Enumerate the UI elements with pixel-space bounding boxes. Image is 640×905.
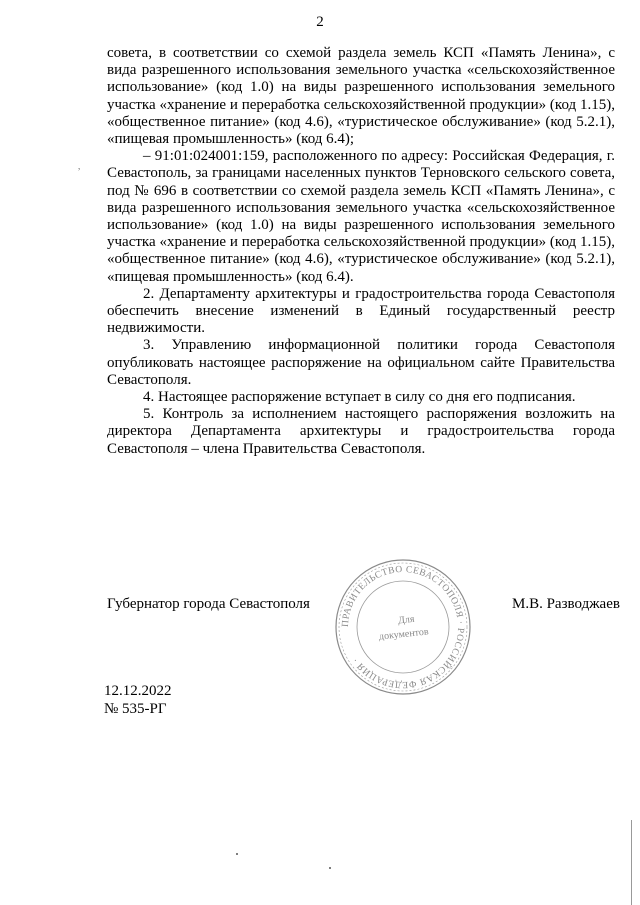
signatory-position: Губернатор города Севастополя: [107, 596, 310, 612]
document-body: [107, 45, 615, 458]
paragraph: 5. Контроль за исполнением настоящего распоряжения возложить на директора Департамента архитектуры и градостроительства города Севастополя – члена Правительства Севастополя.: [107, 406, 615, 457]
seal-ring-textpath: ПРАВИТЕЛЬСТВО СЕВАСТОПОЛЯ · РОССИЙСКАЯ ФЕДЕРАЦИЯ ·: [340, 564, 466, 690]
paragraph: 2. Департаменту архитектуры и градостроительства города Севастополя обеспечить внесение изменений в Единый государственный реестр недвижимости.: [107, 285, 615, 337]
page-number: 2: [316, 14, 324, 30]
scan-edge-line: [631, 820, 632, 905]
scan-speck: [236, 853, 238, 855]
seal-center-text-2: документов: [378, 626, 430, 643]
seal-inner-ring: [357, 581, 449, 673]
paragraph: 3. Управлению информационной политики города Севастополя опубликовать настоящее распоряжение на официальном сайте Правительства Севастополя.: [107, 337, 615, 388]
seal-outer-ring: [336, 560, 470, 694]
document-date: 12.12.2022: [104, 683, 172, 699]
official-seal: [333, 557, 473, 697]
document-number: № 535-РГ: [104, 701, 167, 717]
paragraph: – 91:01:024001:159, расположенного по адресу: Российская Федерация, г. Севастополь, за границами населенных пунктов Терновского сельского совета, под № 696 в соответствии со схемой раздела земель КСП «Память Ленина», с вида разрешенного использования земельного участка «сельскохозяйственное использование» (код 1.0) на виды разрешенного использования земельного участка «хранение и переработка сельскохозяйственной продукции» (код 1.15), «общественное питание» (код 4.6), «туристическое обслуживание» (код 5.2.1), «пищевая промышленность» (код 6.4).: [107, 148, 615, 285]
seal-ring-text: [341, 565, 465, 689]
scan-speck: [329, 867, 331, 869]
seal-center-text-1: Для: [397, 613, 416, 627]
seal-dashed-ring: [339, 563, 467, 691]
paragraph: 4. Настоящее распоряжение вступает в силу со дня его подписания.: [143, 389, 576, 406]
margin-mark: ,: [78, 161, 81, 171]
paragraph: совета, в соответствии со схемой раздела земель КСП «Память Ленина», с вида разрешенного использования земельного участка «сельскохозяйственное использование» (код 1.0) на виды разрешенного использования земельного участка «хранение и переработка сельскохозяйственной продукции» (код 1.15), «общественное питание» (код 4.6), «туристическое обслуживание» (код 5.2.1), «пищевая промышленность» (код 6.4);: [107, 45, 615, 148]
document-requisites: [104, 682, 172, 718]
signatory-name: М.В. Разводжаев: [512, 596, 620, 612]
